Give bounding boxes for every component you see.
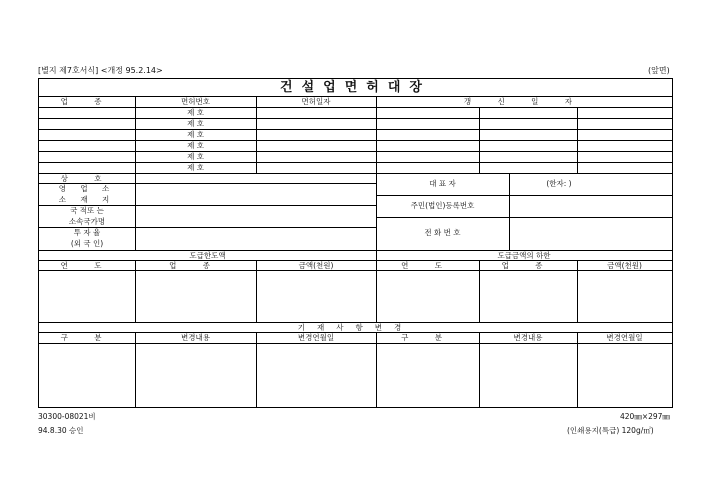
col-change-date: 변경연월일 (297, 333, 335, 342)
trade-name-label: 상 호 (60, 174, 114, 183)
investor-ratio-label: 투 자 율 (73, 228, 101, 237)
investor-ratio-label: (외 국 인) (70, 239, 104, 248)
page-side: (앞면) (648, 66, 670, 75)
license-row-no: 제 호 (187, 152, 204, 161)
phone-label: 전 화 번 호 (424, 228, 461, 237)
col-change-type: 구 분 (60, 333, 114, 342)
contract-limit-title: 도급한도액 (189, 251, 226, 260)
license-row-no: 제 호 (187, 163, 204, 172)
nationality-label: 소속국가명 (68, 217, 106, 226)
col-change-type-right: 구 분 (401, 333, 454, 342)
office-location-label: 영 업 소 (58, 184, 116, 193)
col-amount: 금액(천원) (298, 261, 334, 270)
license-row-no: 제 호 (187, 119, 204, 128)
form-reference: [별지 제7호서식] <개정 95.2.14> (38, 66, 163, 75)
col-renewal-header: 갱 신 일 자 (463, 97, 585, 106)
col-year: 연 도 (60, 261, 114, 270)
paper-spec: (인쇄용지(특급) 120g/㎡) (567, 426, 654, 435)
license-row-no: 제 호 (187, 108, 204, 117)
license-row-no: 제 호 (187, 130, 204, 139)
col-industry-header: 업 종 (60, 97, 114, 106)
col-change-content-right: 변경내용 (513, 333, 543, 342)
paper-size: 420㎜×297㎜ (620, 412, 670, 421)
nationality-label: 국 적또 는 (70, 206, 104, 215)
form-frame (38, 78, 673, 408)
col-amount-right: 금액(천원) (607, 261, 642, 270)
col-license-no-header: 면허번호 (181, 97, 210, 106)
hanja-label: (한자: ) (546, 179, 572, 188)
form-title: 건설업면허대장 (280, 80, 431, 95)
col-industry: 업 종 (169, 261, 222, 270)
changes-title: 기재사항변경 (297, 323, 414, 332)
office-location-label: 소 재 지 (58, 195, 116, 204)
representative-label: 대 표 자 (429, 179, 456, 188)
approval-date: 94.8.30 승인 (38, 426, 84, 435)
col-change-date-right: 변경연월일 (606, 333, 643, 342)
contract-minimum-title: 도급금액의 하한 (497, 251, 551, 260)
registration-number-label: 주민(법인)등록번호 (410, 201, 475, 210)
form-code: 30300-08021비 (38, 412, 96, 421)
license-row-no: 제 호 (187, 141, 204, 150)
col-year-right: 연 도 (401, 261, 454, 270)
col-industry-right: 업 종 (501, 261, 555, 270)
col-license-date-header: 면허일자 (301, 97, 331, 106)
col-change-content: 변경내용 (181, 333, 210, 342)
